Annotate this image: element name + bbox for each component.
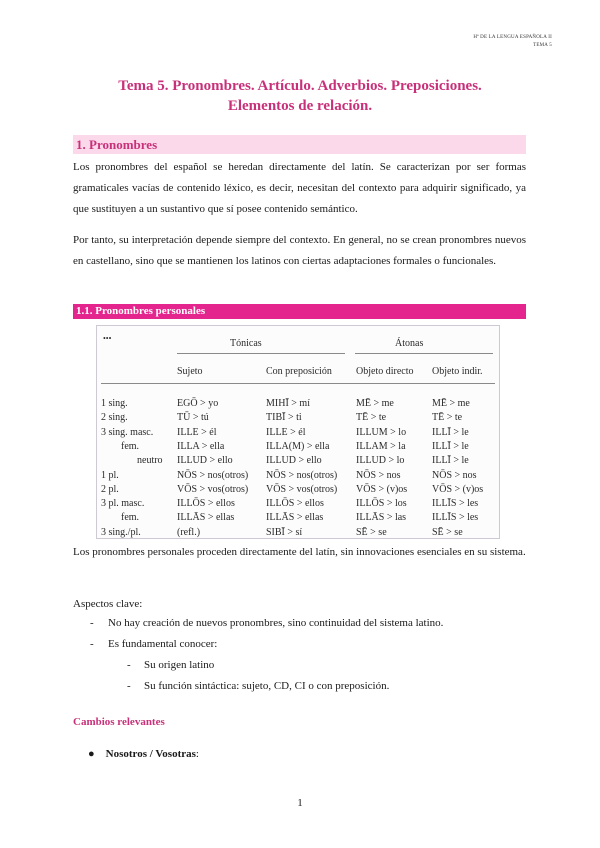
table-cell: TIBĪ > ti <box>266 412 302 424</box>
table-cell: ILLĪS > les <box>432 498 479 510</box>
table-cell: ILLAM > la <box>356 440 406 452</box>
key-aspect-sub-1: Su origen latino <box>144 659 215 671</box>
column-header-objeto-indirecto: Objeto indir. <box>432 366 483 377</box>
table-cell: VŌS > vos(otros) <box>266 483 338 495</box>
key-aspect-item-1: No hay creación de nuevos pronombres, sino continuidad del sistema latino. <box>108 617 444 629</box>
table-cell: TŪ > tú <box>177 412 209 424</box>
running-header <box>473 34 552 50</box>
table-row-label: fem. <box>121 440 140 452</box>
paragraph-context: Por tanto, su interpretación depende siempre del contexto. En general, no se crean pronombres nuevos en castellano, sino que se mantienen los latinos con ciertas adaptaciones formales o funcionales. <box>73 234 526 267</box>
column-header-con-preposicion: Con preposición <box>266 366 332 377</box>
table-cell: ILLĀS > ellas <box>266 512 324 524</box>
table-cell: ILLĀS > ellas <box>177 512 235 524</box>
key-aspect-sub-2: Su función sintáctica: sujeto, CD, CI o con preposición. <box>144 680 390 692</box>
table-faded-mark: ••• <box>103 334 112 343</box>
table-row-label: 1 sing. <box>101 398 128 409</box>
bullet-nosotros <box>88 748 199 760</box>
table-cell: MĒ > me <box>432 398 470 409</box>
table-cell: SIBĪ > sí <box>266 526 303 538</box>
rule-atonas <box>355 353 493 354</box>
table-cell: ILLĪS > les <box>432 512 479 524</box>
table-cell: TĒ > te <box>356 412 387 424</box>
table-cell: ILLE > él <box>266 426 306 438</box>
table-cell: ILLĪ > le <box>432 426 469 438</box>
table-cell: ILLA(M) > ella <box>266 440 330 452</box>
table-cell: VŌS > (v)os <box>356 483 408 495</box>
dash-marker-2: - <box>90 638 94 650</box>
subsection-heading-personales: 1.1. Pronombres personales <box>73 304 526 319</box>
table-cell: ILLUD > ello <box>177 455 233 467</box>
table-cell: MIHĪ > mí <box>266 398 310 409</box>
key-aspects-label: Aspectos clave: <box>73 598 143 610</box>
table-cell: EGŌ > yo <box>177 398 219 409</box>
table-cell: (refl.) <box>177 526 201 538</box>
table-cell: VŌS > (v)os <box>432 483 484 495</box>
table-row-label: fem. <box>121 512 140 524</box>
table-cell: ILLĪ > le <box>432 455 469 467</box>
table-cell: ILLUD > ello <box>266 455 322 467</box>
rule-tonicas <box>177 353 345 354</box>
table-row-label: 2 pl. <box>101 483 119 495</box>
table-cell: MĒ > me <box>356 398 394 409</box>
column-header-objeto-directo: Objeto directo <box>356 366 414 377</box>
table-cell: NŌS > nos <box>432 469 477 481</box>
table-cell: SĒ > se <box>432 526 463 538</box>
bullet-colon: : <box>195 748 199 760</box>
table-cell: ILLUM > lo <box>356 426 407 438</box>
paragraph-intro: Los pronombres del español se heredan directamente del latín. Se caracterizan por ser formas gramaticales vacías de contenido léxico, es decir, necesitan del contexto para adquirir significado, ya que sustituyen a un sustantivo que sí posee contenido semántico. <box>73 161 526 215</box>
changes-heading: Cambios relevantes <box>73 716 165 728</box>
table-row-label: 3 pl. masc. <box>101 498 145 510</box>
table-cell: NŌS > nos <box>356 469 401 481</box>
table-row-label: 2 sing. <box>101 412 128 424</box>
bullet-dot: ● <box>88 748 106 760</box>
rule-header <box>101 383 495 384</box>
table-row-label: 3 sing./pl. <box>101 526 141 538</box>
column-header-sujeto: Sujeto <box>177 366 203 377</box>
key-aspect-item-2: Es fundamental conocer: <box>108 638 218 650</box>
page-title <box>0 76 600 116</box>
table-cell: ILLA > ella <box>177 440 225 452</box>
group-header-tonicas: Tónicas <box>230 338 262 349</box>
table-row-label: neutro <box>137 455 163 467</box>
paragraph-after-table: Los pronombres personales proceden directamente del latín, sin innovaciones esenciales en su sistema. <box>73 546 526 558</box>
group-header-atonas: Átonas <box>395 338 424 349</box>
table-row-label: 1 pl. <box>101 469 119 481</box>
bullet-term: Nosotros / Vosotras <box>105 748 196 760</box>
table-cell: ILLŌS > ellos <box>266 498 324 510</box>
table-cell: NŌS > nos(otros) <box>266 469 338 481</box>
header-topic: TEMA 5 <box>533 43 552 48</box>
table-cell: ILLĀS > las <box>356 512 407 524</box>
table-cell: ILLŌS > ellos <box>177 498 235 510</box>
dash-marker-1: - <box>90 617 94 629</box>
dash-marker-sub-2: - <box>127 680 131 692</box>
header-course: Hª DE LA LENGUA ESPAÑOLA II <box>473 35 552 40</box>
table-row-label: 3 sing. masc. <box>101 426 154 438</box>
table-cell: SĒ > se <box>356 526 387 538</box>
page-number: 1 <box>297 797 303 809</box>
table-cell: ILLUD > lo <box>356 455 405 467</box>
table-cell: NŌS > nos(otros) <box>177 469 249 481</box>
table-cell: ILLE > él <box>177 426 217 438</box>
pronoun-table <box>96 325 500 539</box>
table-cell: VŌS > vos(otros) <box>177 483 249 495</box>
title-line-2: Elementos de relación. <box>227 98 373 114</box>
table-cell: ILLŌS > los <box>356 498 407 510</box>
table-cell: TĒ > te <box>432 412 463 424</box>
title-line-1: Tema 5. Pronombres. Artículo. Adverbios. Preposiciones. <box>118 78 482 94</box>
table-cell: ILLĪ > le <box>432 440 469 452</box>
dash-marker-sub-1: - <box>127 659 131 671</box>
section-heading-pronombres: 1. Pronombres <box>73 135 526 154</box>
